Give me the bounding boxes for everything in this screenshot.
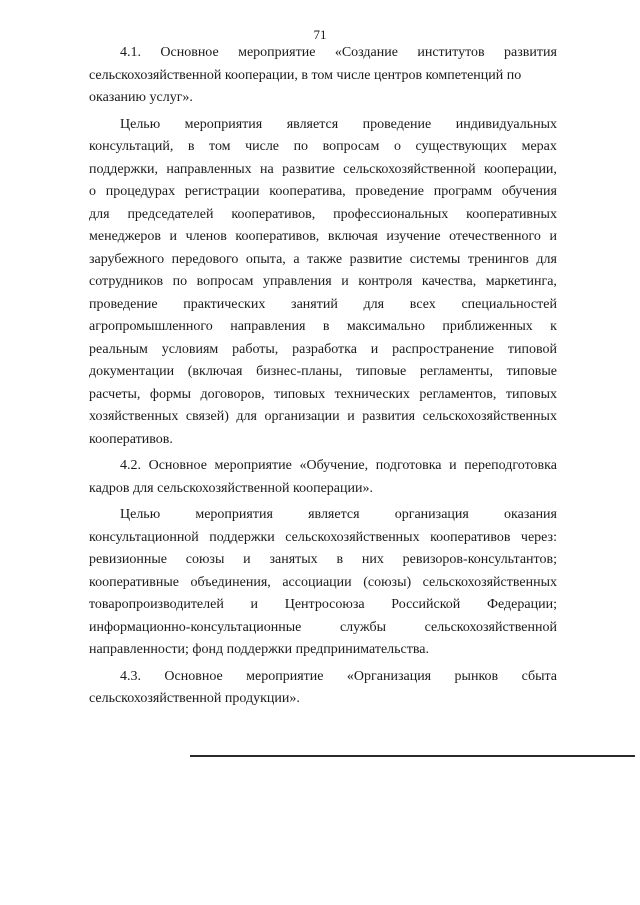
item-4.1-body-line [89,316,557,339]
word: менеджеров [89,229,162,244]
word: кооперативов [430,529,511,545]
word: о [393,139,401,154]
word: «Обучение, [299,458,369,473]
word: рынков [454,668,499,684]
word: для [363,296,385,312]
word: агропромышленного [89,319,213,334]
word: и [250,597,259,612]
word: них [361,552,384,567]
word: Основное [160,45,219,60]
word: бизнес-планы, [256,364,343,379]
word: товаропроизводителей [89,597,224,612]
word: типовых [505,386,557,402]
word: в [322,319,330,334]
item-4.3-heading-line: сельскохозяйственной продукции». [89,691,300,706]
word: сельскохозяйственных [422,409,557,424]
word: изучение [386,229,441,244]
word: 4.1. [120,45,141,60]
word: и [169,229,178,244]
word: работы, [232,341,279,357]
item-4.1-body-line [89,294,557,317]
word: а [293,251,300,267]
word: и [347,409,355,424]
item-4.2-body-line [89,572,557,595]
word: кооперативные [89,574,179,590]
word: приближенных [442,319,533,334]
word: Федерации; [486,597,557,612]
word: тренингов [467,251,529,267]
item-4.1-body-line [89,159,557,182]
word: проведение [362,116,432,132]
item-4.1-body-line [89,406,557,429]
word: сельскохозяйственных [422,574,557,590]
word: формы [149,386,192,402]
word: мероприятие [246,668,324,684]
word: развитие [282,161,335,177]
word: и [449,458,457,473]
word: расчеты, [89,386,141,402]
word: оказания [504,507,557,522]
word: ревизоров-консультантов; [402,552,557,567]
word: включая [327,229,378,244]
word: в [187,139,195,154]
word: к [550,319,557,334]
item-4.1-body-line [89,204,557,227]
word: практических [183,296,266,312]
word: типовые [506,364,557,379]
word: мероприятие [214,458,292,473]
item-4.2-body-line [89,504,557,527]
item-4.2-heading-line [89,455,557,478]
word: специальностей [461,296,557,312]
word: типовой [507,341,557,357]
word: через: [520,529,557,545]
item-4.2-body-line [89,594,557,617]
word: сотрудников [89,274,164,289]
word: технических [334,386,410,402]
word: индивидуальных [455,116,557,132]
word: Целью [120,116,161,132]
item-4.1-body-line [89,384,557,407]
word: по [172,274,188,289]
word: является [308,507,360,522]
word: и [549,229,557,244]
word: развитие [349,251,403,267]
word: числе [245,139,280,154]
word: передового [171,251,239,267]
word: реальным [89,341,148,357]
item-4.1-body-line [89,181,557,204]
word: связей) [185,409,229,424]
word: поддержки, [89,161,159,177]
word: Российской [391,597,461,612]
word: кооперативов, [235,229,320,244]
word: «Организация [346,668,432,684]
item-4.2-body-line [89,527,557,550]
word: и [243,552,251,567]
item-4.1-body-line [89,361,557,384]
item-4.1-body-line [89,271,557,294]
word: «Создание [334,45,398,60]
word: и [341,274,349,289]
word: мероприятие [238,45,316,60]
item-4.1-body-line [89,114,557,137]
word: ассоциации [282,574,352,590]
word: Целью [120,507,161,522]
word: направления [230,319,306,334]
word: сельскохозяйственных [285,529,420,545]
word: (включая [187,364,243,379]
word: подготовка [375,458,442,473]
word: направленных [166,161,252,177]
item-4.2-body-line [89,549,557,572]
word: сбыта [521,668,557,684]
item-4.1-body-line [89,226,557,249]
item-4.2-body-line: направленности; фонд поддержки предпринимательства. [89,642,430,657]
word: маркетинга, [485,274,557,289]
item-4.1-heading-line: сельскохозяйственной кооперации, в том числе центров компетенций по [89,67,522,83]
word: организация [394,507,469,522]
word: развития [362,409,416,424]
word: является [286,116,339,132]
word: для [89,206,110,222]
word: проведение [89,296,158,312]
item-4.2-body-line [89,617,557,640]
word: для [236,409,257,424]
document-text [89,42,557,711]
word: управления [262,274,332,289]
word: Основное [148,458,207,473]
word: занятых [269,552,318,567]
word: типовые [355,364,407,379]
word: организации [264,409,340,424]
word: и [370,341,379,357]
word: условиям [161,341,219,357]
word: профессиональных [333,206,449,222]
word: отечественного [449,229,541,244]
word: опыта, [245,251,286,267]
word: распространение [392,341,495,357]
word: также [307,251,343,267]
word: мероприятия [195,507,273,522]
word: сельскохозяйственной [424,619,557,635]
word: типовых [274,386,326,402]
word: договоров, [200,386,265,402]
word: том [209,139,231,154]
word: союзы [185,552,225,567]
item-4.1-body-line [89,339,557,362]
word: существующих [415,139,508,154]
item-4.3-heading-line [89,666,557,689]
word: Центросоюза [284,597,365,612]
word: разработка [292,341,357,357]
word: председателей [127,206,214,222]
word: консультаций, [89,139,174,154]
item-4.2-heading-line: кадров для сельскохозяйственной кооперации». [89,480,373,496]
word: всех [409,296,436,312]
word: качества, [421,274,477,289]
word: занятий [291,296,338,312]
item-4.1-heading-line: оказанию услуг». [89,90,193,105]
page-number: 71 [313,27,327,42]
word: вопросам [322,139,380,154]
word: ревизионные [89,552,167,567]
word: хозяйственных [89,409,179,424]
word: проведение [355,184,425,199]
word: регламенты, [419,364,493,379]
word: членов [185,229,227,244]
word: для [536,251,557,267]
word: поддержки [209,529,275,545]
word: (союзы) [363,574,412,590]
word: 4.2. [120,458,141,473]
word: институтов [417,45,485,60]
word: информационно-консультационные [89,619,302,635]
item-4.1-body-line [89,249,557,272]
word: на [260,161,274,177]
word: регламентов, [419,386,497,402]
word: программ [433,184,492,199]
word: сельскохозяйственной [343,161,476,177]
word: регистрации [184,184,260,199]
word: по [293,139,309,154]
word: в [336,552,344,567]
bottom-divider-line [190,755,635,757]
item-4.1-body-line [89,136,557,159]
word: развития [504,45,557,60]
word: зарубежного [89,251,165,267]
word: контроля [358,274,413,289]
word: процедурах [105,184,176,199]
word: кооперативных [466,206,557,222]
word: вопросам [196,274,254,289]
word: службы [339,619,387,635]
word: мероприятия [184,116,263,132]
word: о [89,184,96,199]
word: кооперативов, [231,206,316,222]
word: обучения [501,184,557,199]
word: 4.3. [120,668,141,684]
item-4.1-heading-line [89,42,557,65]
word: мерах [521,139,557,154]
word: объединения, [190,574,271,590]
word: консультационной [89,529,199,545]
word: максимально [346,319,425,334]
word: системы [409,251,461,267]
word: Основное [164,668,223,684]
item-4.1-body-line: кооперативов. [89,431,173,447]
word: кооперации, [483,161,557,177]
word: кооператива, [269,184,346,199]
word: документации [89,364,175,379]
word: переподготовка [464,458,557,473]
